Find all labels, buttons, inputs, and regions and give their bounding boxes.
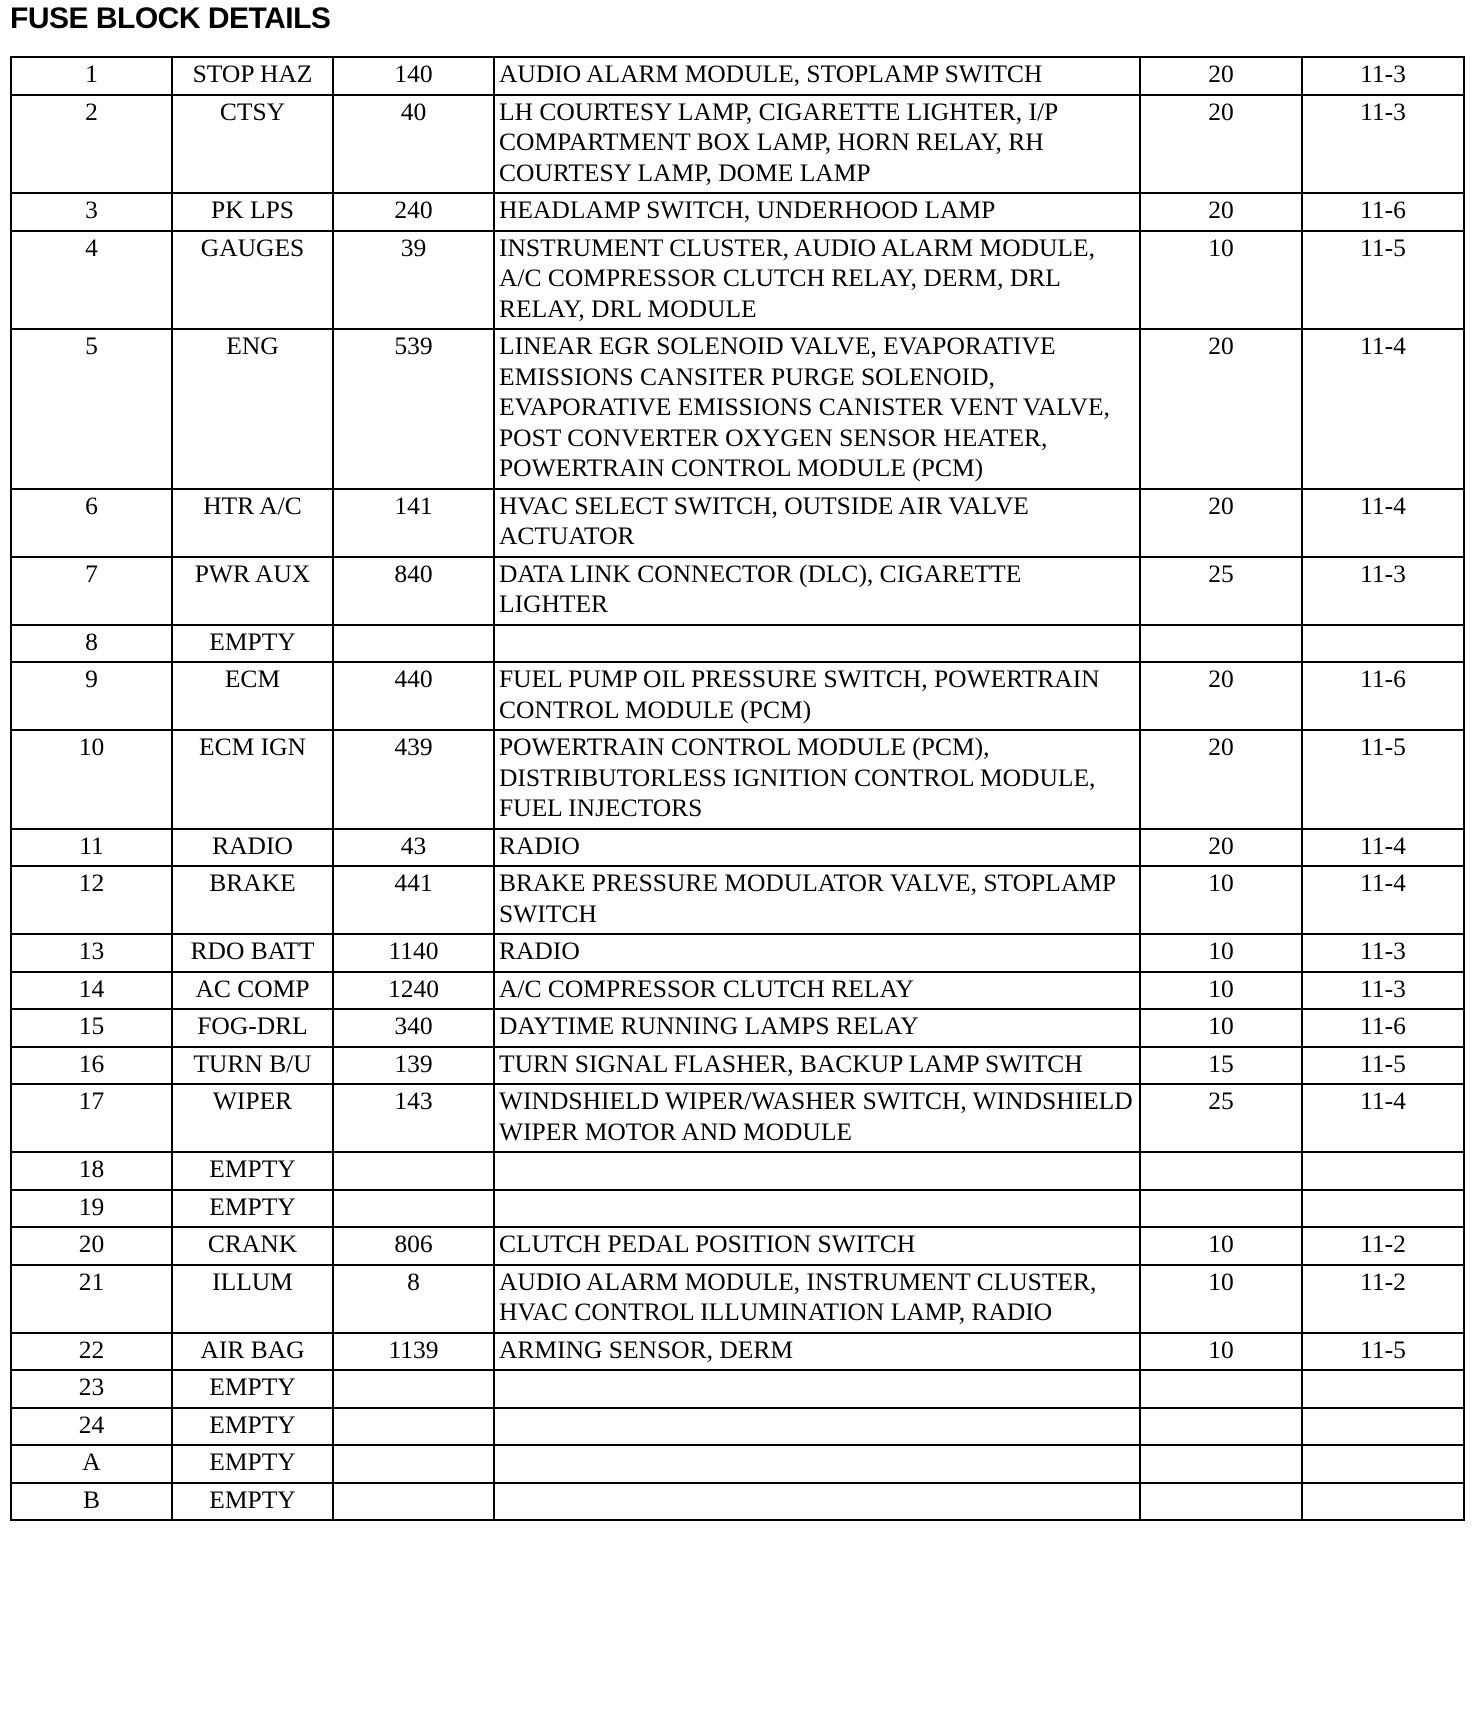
- fuse-name-cell: AIR BAG: [172, 1333, 333, 1371]
- table-row: [11, 1445, 1464, 1483]
- fuse-number-cell: 17: [11, 1084, 172, 1152]
- amperage-cell: 10: [1140, 1009, 1302, 1047]
- fuse-name-cell: RDO BATT: [172, 934, 333, 972]
- table-row: [11, 730, 1464, 829]
- amperage-cell: 20: [1140, 662, 1302, 730]
- circuit-number-cell: [333, 1445, 494, 1483]
- page-reference-cell: 11-2: [1302, 1227, 1464, 1265]
- circuit-number-cell: 143: [333, 1084, 494, 1152]
- circuit-number-cell: [333, 1408, 494, 1446]
- page-reference-cell: [1302, 1190, 1464, 1228]
- description-cell: POWERTRAIN CONTROL MODULE (PCM), DISTRIBUTORLESS IGNITION CONTROL MODULE, FUEL INJECTORS: [494, 730, 1140, 829]
- fuse-number-cell: 6: [11, 489, 172, 557]
- page-reference-cell: 11-6: [1302, 1009, 1464, 1047]
- fuse-name-cell: ECM IGN: [172, 730, 333, 829]
- table-row: [11, 1333, 1464, 1371]
- fuse-name-cell: WIPER: [172, 1084, 333, 1152]
- page-reference-cell: 11-2: [1302, 1265, 1464, 1333]
- page-reference-cell: 11-4: [1302, 866, 1464, 934]
- amperage-cell: 25: [1140, 1084, 1302, 1152]
- circuit-number-cell: 539: [333, 329, 494, 489]
- amperage-cell: [1140, 625, 1302, 663]
- circuit-number-cell: 806: [333, 1227, 494, 1265]
- table-row: [11, 1047, 1464, 1085]
- fuse-name-cell: HTR A/C: [172, 489, 333, 557]
- fuse-name-cell: CTSY: [172, 95, 333, 194]
- fuse-name-cell: AC COMP: [172, 972, 333, 1010]
- fuse-number-cell: 14: [11, 972, 172, 1010]
- fuse-number-cell: A: [11, 1445, 172, 1483]
- amperage-cell: 20: [1140, 329, 1302, 489]
- page-reference-cell: 11-3: [1302, 57, 1464, 95]
- fuse-name-cell: STOP HAZ: [172, 57, 333, 95]
- description-cell: [494, 1408, 1140, 1446]
- fuse-name-cell: ENG: [172, 329, 333, 489]
- description-cell: [494, 1190, 1140, 1228]
- fuse-name-cell: RADIO: [172, 829, 333, 867]
- table-row: [11, 1227, 1464, 1265]
- page-reference-cell: [1302, 1370, 1464, 1408]
- fuse-number-cell: 10: [11, 730, 172, 829]
- amperage-cell: 25: [1140, 557, 1302, 625]
- description-cell: DATA LINK CONNECTOR (DLC), CIGARETTE LIGHTER: [494, 557, 1140, 625]
- table-row: [11, 329, 1464, 489]
- amperage-cell: [1140, 1408, 1302, 1446]
- fuse-name-cell: FOG-DRL: [172, 1009, 333, 1047]
- fuse-number-cell: 20: [11, 1227, 172, 1265]
- description-cell: HVAC SELECT SWITCH, OUTSIDE AIR VALVE ACTUATOR: [494, 489, 1140, 557]
- fuse-number-cell: 23: [11, 1370, 172, 1408]
- circuit-number-cell: 840: [333, 557, 494, 625]
- table-row: [11, 57, 1464, 95]
- page-reference-cell: 11-5: [1302, 1047, 1464, 1085]
- fuse-number-cell: 24: [11, 1408, 172, 1446]
- fuse-number-cell: 1: [11, 57, 172, 95]
- fuse-number-cell: 3: [11, 193, 172, 231]
- circuit-number-cell: 1140: [333, 934, 494, 972]
- description-cell: AUDIO ALARM MODULE, STOPLAMP SWITCH: [494, 57, 1140, 95]
- table-row: [11, 1190, 1464, 1228]
- circuit-number-cell: 139: [333, 1047, 494, 1085]
- page-reference-cell: 11-6: [1302, 662, 1464, 730]
- description-cell: [494, 1445, 1140, 1483]
- table-row: [11, 1370, 1464, 1408]
- circuit-number-cell: 140: [333, 57, 494, 95]
- description-cell: ARMING SENSOR, DERM: [494, 1333, 1140, 1371]
- fuse-name-cell: CRANK: [172, 1227, 333, 1265]
- description-cell: WINDSHIELD WIPER/WASHER SWITCH, WINDSHIELD WIPER MOTOR AND MODULE: [494, 1084, 1140, 1152]
- page-reference-cell: 11-3: [1302, 557, 1464, 625]
- amperage-cell: [1140, 1445, 1302, 1483]
- fuse-number-cell: 19: [11, 1190, 172, 1228]
- description-cell: [494, 1370, 1140, 1408]
- fuse-number-cell: 5: [11, 329, 172, 489]
- fuse-number-cell: 13: [11, 934, 172, 972]
- amperage-cell: 20: [1140, 193, 1302, 231]
- page-reference-cell: 11-3: [1302, 934, 1464, 972]
- amperage-cell: 15: [1140, 1047, 1302, 1085]
- fuse-name-cell: EMPTY: [172, 1152, 333, 1190]
- circuit-number-cell: 441: [333, 866, 494, 934]
- amperage-cell: 20: [1140, 95, 1302, 194]
- fuse-name-cell: TURN B/U: [172, 1047, 333, 1085]
- amperage-cell: 10: [1140, 972, 1302, 1010]
- amperage-cell: 20: [1140, 57, 1302, 95]
- description-cell: RADIO: [494, 829, 1140, 867]
- fuse-name-cell: ILLUM: [172, 1265, 333, 1333]
- circuit-number-cell: [333, 625, 494, 663]
- fuse-number-cell: 16: [11, 1047, 172, 1085]
- circuit-number-cell: 43: [333, 829, 494, 867]
- page-reference-cell: [1302, 625, 1464, 663]
- page-reference-cell: [1302, 1152, 1464, 1190]
- table-row: [11, 866, 1464, 934]
- circuit-number-cell: 340: [333, 1009, 494, 1047]
- circuit-number-cell: 40: [333, 95, 494, 194]
- description-cell: DAYTIME RUNNING LAMPS RELAY: [494, 1009, 1140, 1047]
- fuse-number-cell: 2: [11, 95, 172, 194]
- circuit-number-cell: 240: [333, 193, 494, 231]
- table-row: [11, 193, 1464, 231]
- page-reference-cell: [1302, 1445, 1464, 1483]
- fuse-number-cell: 9: [11, 662, 172, 730]
- table-row: [11, 489, 1464, 557]
- fuse-name-cell: EMPTY: [172, 1445, 333, 1483]
- amperage-cell: 10: [1140, 866, 1302, 934]
- page-reference-cell: 11-4: [1302, 329, 1464, 489]
- amperage-cell: 20: [1140, 730, 1302, 829]
- page-reference-cell: 11-4: [1302, 1084, 1464, 1152]
- table-row: [11, 1152, 1464, 1190]
- amperage-cell: 10: [1140, 1265, 1302, 1333]
- description-cell: [494, 1483, 1140, 1521]
- amperage-cell: 20: [1140, 489, 1302, 557]
- fuse-number-cell: 8: [11, 625, 172, 663]
- fuse-table: [10, 56, 1465, 1521]
- fuse-number-cell: 11: [11, 829, 172, 867]
- page-reference-cell: [1302, 1408, 1464, 1446]
- page-reference-cell: [1302, 1483, 1464, 1521]
- fuse-name-cell: EMPTY: [172, 625, 333, 663]
- table-row: [11, 95, 1464, 194]
- table-row: [11, 625, 1464, 663]
- description-cell: A/C COMPRESSOR CLUTCH RELAY: [494, 972, 1140, 1010]
- circuit-number-cell: 1139: [333, 1333, 494, 1371]
- fuse-name-cell: PK LPS: [172, 193, 333, 231]
- circuit-number-cell: 39: [333, 231, 494, 330]
- amperage-cell: [1140, 1370, 1302, 1408]
- description-cell: [494, 625, 1140, 663]
- page-title: FUSE BLOCK DETAILS: [10, 2, 331, 35]
- amperage-cell: 10: [1140, 934, 1302, 972]
- circuit-number-cell: [333, 1152, 494, 1190]
- table-row: [11, 1483, 1464, 1521]
- description-cell: BRAKE PRESSURE MODULATOR VALVE, STOPLAMP SWITCH: [494, 866, 1140, 934]
- fuse-name-cell: EMPTY: [172, 1408, 333, 1446]
- fuse-name-cell: EMPTY: [172, 1370, 333, 1408]
- page-reference-cell: 11-5: [1302, 231, 1464, 330]
- fuse-number-cell: 4: [11, 231, 172, 330]
- description-cell: [494, 1152, 1140, 1190]
- page-reference-cell: 11-5: [1302, 730, 1464, 829]
- description-cell: HEADLAMP SWITCH, UNDERHOOD LAMP: [494, 193, 1140, 231]
- fuse-name-cell: EMPTY: [172, 1190, 333, 1228]
- amperage-cell: 10: [1140, 231, 1302, 330]
- fuse-number-cell: B: [11, 1483, 172, 1521]
- amperage-cell: [1140, 1483, 1302, 1521]
- amperage-cell: [1140, 1190, 1302, 1228]
- description-cell: LINEAR EGR SOLENOID VALVE, EVAPORATIVE EMISSIONS CANSITER PURGE SOLENOID, EVAPORATIVE EMISSIONS CANISTER VENT VALVE, POST CONVERTER OXYGEN SENSOR HEATER, POWERTRAIN CONTROL MODULE (PCM): [494, 329, 1140, 489]
- circuit-number-cell: [333, 1483, 494, 1521]
- circuit-number-cell: 1240: [333, 972, 494, 1010]
- amperage-cell: 10: [1140, 1333, 1302, 1371]
- table-row: [11, 1408, 1464, 1446]
- circuit-number-cell: 439: [333, 730, 494, 829]
- fuse-number-cell: 18: [11, 1152, 172, 1190]
- page-reference-cell: 11-5: [1302, 1333, 1464, 1371]
- page-reference-cell: 11-3: [1302, 95, 1464, 194]
- fuse-name-cell: BRAKE: [172, 866, 333, 934]
- amperage-cell: 20: [1140, 829, 1302, 867]
- fuse-name-cell: PWR AUX: [172, 557, 333, 625]
- fuse-name-cell: EMPTY: [172, 1483, 333, 1521]
- fuse-number-cell: 21: [11, 1265, 172, 1333]
- circuit-number-cell: 141: [333, 489, 494, 557]
- table-row: [11, 1084, 1464, 1152]
- table-row: [11, 1265, 1464, 1333]
- table-row: [11, 662, 1464, 730]
- circuit-number-cell: [333, 1190, 494, 1228]
- fuse-name-cell: ECM: [172, 662, 333, 730]
- page-reference-cell: 11-4: [1302, 829, 1464, 867]
- circuit-number-cell: 8: [333, 1265, 494, 1333]
- page-reference-cell: 11-3: [1302, 972, 1464, 1010]
- fuse-number-cell: 22: [11, 1333, 172, 1371]
- fuse-name-cell: GAUGES: [172, 231, 333, 330]
- table-row: [11, 231, 1464, 330]
- description-cell: FUEL PUMP OIL PRESSURE SWITCH, POWERTRAIN CONTROL MODULE (PCM): [494, 662, 1140, 730]
- description-cell: RADIO: [494, 934, 1140, 972]
- fuse-number-cell: 7: [11, 557, 172, 625]
- table-row: [11, 1009, 1464, 1047]
- description-cell: CLUTCH PEDAL POSITION SWITCH: [494, 1227, 1140, 1265]
- description-cell: AUDIO ALARM MODULE, INSTRUMENT CLUSTER, HVAC CONTROL ILLUMINATION LAMP, RADIO: [494, 1265, 1140, 1333]
- table-row: [11, 934, 1464, 972]
- circuit-number-cell: 440: [333, 662, 494, 730]
- page-reference-cell: 11-4: [1302, 489, 1464, 557]
- amperage-cell: [1140, 1152, 1302, 1190]
- page-reference-cell: 11-6: [1302, 193, 1464, 231]
- table-row: [11, 972, 1464, 1010]
- description-cell: LH COURTESY LAMP, CIGARETTE LIGHTER, I/P COMPARTMENT BOX LAMP, HORN RELAY, RH COURTESY LAMP, DOME LAMP: [494, 95, 1140, 194]
- amperage-cell: 10: [1140, 1227, 1302, 1265]
- fuse-number-cell: 15: [11, 1009, 172, 1047]
- description-cell: INSTRUMENT CLUSTER, AUDIO ALARM MODULE, A/C COMPRESSOR CLUTCH RELAY, DERM, DRL RELAY, DRL MODULE: [494, 231, 1140, 330]
- fuse-number-cell: 12: [11, 866, 172, 934]
- description-cell: TURN SIGNAL FLASHER, BACKUP LAMP SWITCH: [494, 1047, 1140, 1085]
- table-row: [11, 557, 1464, 625]
- circuit-number-cell: [333, 1370, 494, 1408]
- table-row: [11, 829, 1464, 867]
